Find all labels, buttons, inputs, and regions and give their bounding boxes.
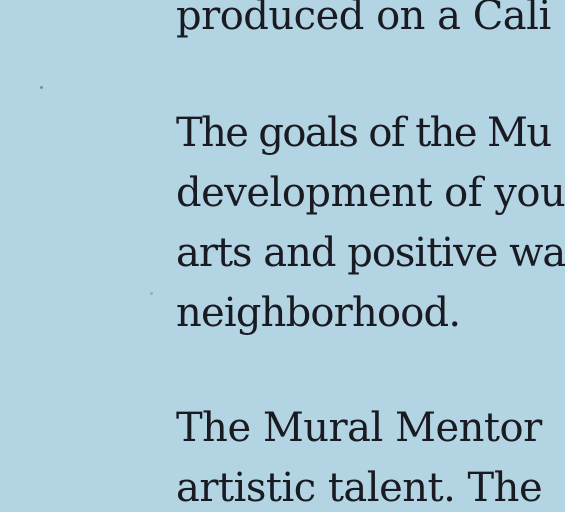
text-line: neighborhood. xyxy=(176,290,461,336)
paper-speck xyxy=(40,86,43,89)
text-line: produced on a Cali xyxy=(176,0,551,39)
text-line: artistic talent. The xyxy=(176,465,543,511)
text-line: arts and positive wa xyxy=(176,230,565,276)
text-line: The Mural Mentor xyxy=(176,405,542,451)
text-line: The goals of the Mu xyxy=(176,110,551,156)
paper-speck xyxy=(150,292,153,295)
text-line: development of you xyxy=(176,170,565,216)
